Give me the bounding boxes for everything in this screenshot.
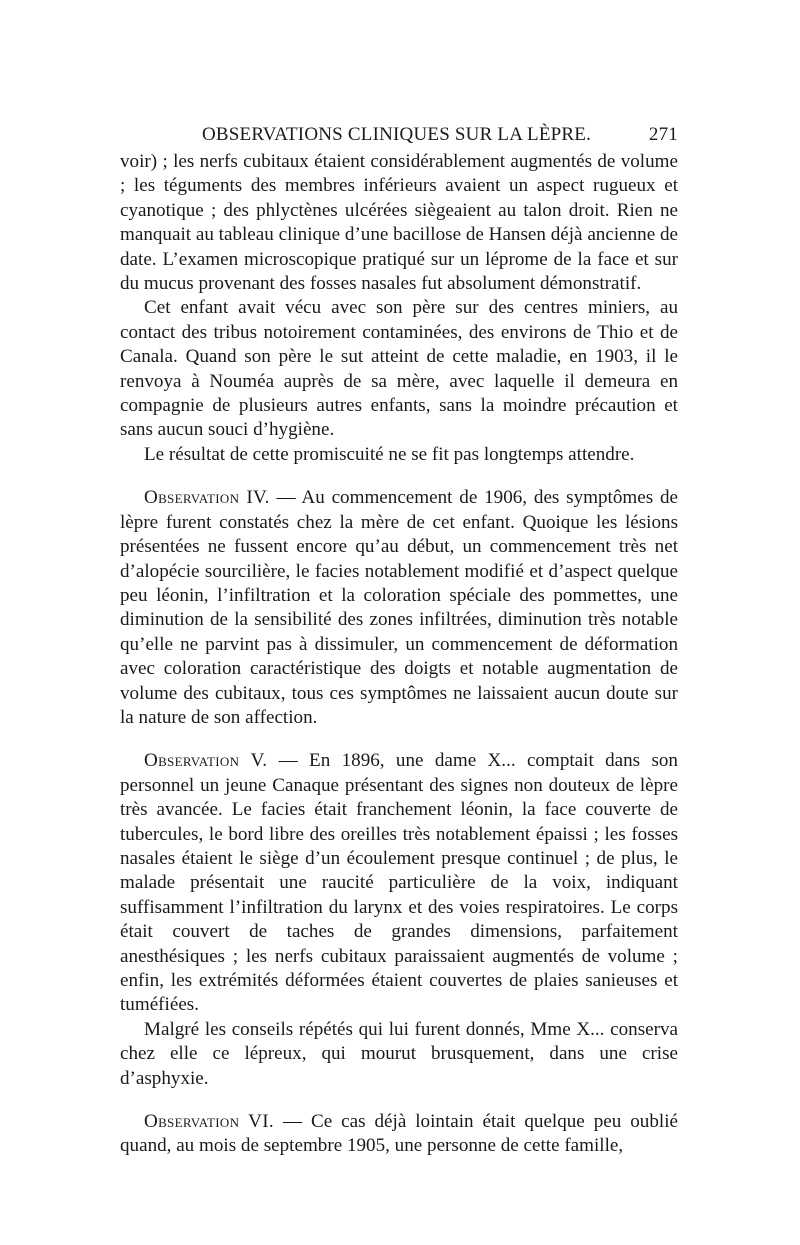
observation-6-text: — Ce cas déjà lointain était quelque peu oublié quand, au mois de septembre 1905, une personne de cette famille,	[120, 1111, 678, 1157]
body-text	[120, 150, 678, 1159]
paragraph-result: Le résultat de cette promiscuité ne se fit pas longtemps attendre.	[144, 443, 635, 465]
observation-4-label: Observation IV.	[144, 487, 270, 509]
paragraph-advice: Malgré les conseils répétés qui lui furent donnés, Mme X... conserva chez elle ce lépreux, qui mourut brusquement, dans une crise d’asphyxie.	[120, 1018, 678, 1089]
running-title: OBSERVATIONS CLINIQUES SUR LA LÈPRE.	[202, 124, 592, 145]
paragraph-continuation: voir) ; les nerfs cubitaux étaient considérablement augmentés de volume ; les téguments des membres inférieurs avaient un aspect rugueux et cyanotique ; des phlyctènes ulcérées siègeaient au talon droit. Rien ne manquait au tableau clinique d’une bacillose de Hansen déjà ancienne de date. L’examen microscopique pratiqué sur un lépromе de la face et sur du mucus provenant des fosses nasales fut absolument démonstratif.	[120, 151, 678, 295]
running-head	[120, 124, 678, 150]
observation-5	[120, 749, 678, 1017]
page-number: 271	[648, 124, 678, 145]
observation-4	[120, 486, 678, 730]
observation-5-text: — En 1896, une dame X... comptait dans son personnel un jeune Canaque présentant des signes non douteux de lèpre très avancée. Le facies était franchement léonin, la face couverte de tubercules, le bord libre des oreilles très notablement épaissi ; les fosses nasales étaient le siège d’un écoulement presque continuel ; de plus, le malade présentait une raucité particulière de la voix, indiquant suffisamment l’infiltration du larynx et des voies respiratoires. Le corps était couvert de taches de grandes dimensions, parfaitement anesthésiques ; les nerfs cubitaux paraissaient augmentés de volume ; enfin, les extrémités déformées étaient couvertes de plaies sanieuses et tuméfiées.	[120, 750, 678, 1016]
observation-6-label: Observation VI.	[144, 1111, 274, 1133]
observation-6	[120, 1110, 678, 1159]
observation-5-label: Observation V.	[144, 750, 268, 772]
observation-4-text: — Au commencement de 1906, des symptômes de lèpre furent constatés chez la mère de cet enfant. Quoique les lésions présentées ne fussent encore qu’au début, un commencement très net d’alopécie sourcilière, le facies notablement modifié et d’aspect quelque peu léonin, l’infiltration et la coloration spéciale des pommettes, une diminution de la sensibilité des zones infiltrées, diminution très notable qu’elle ne parvint pas à dissimuler, un commencement de déformation avec coloration caractéristique des doigts et notable augmentation de volume des cubitaux, tous ces symptômes ne laissaient aucun doute sur la nature de son affection.	[120, 487, 678, 728]
paragraph-child-history: Cet enfant avait vécu avec son père sur des centres miniers, au contact des tribus notoirement contaminées, des environs de Thio et de Canala. Quand son père le sut atteint de cette maladie, en 1903, il le renvoya à Nouméa auprès de sa mère, avec laquelle il demeura en compagnie de plusieurs autres enfants, sans la moindre précaution et sans aucun souci d’hygiène.	[120, 297, 678, 441]
